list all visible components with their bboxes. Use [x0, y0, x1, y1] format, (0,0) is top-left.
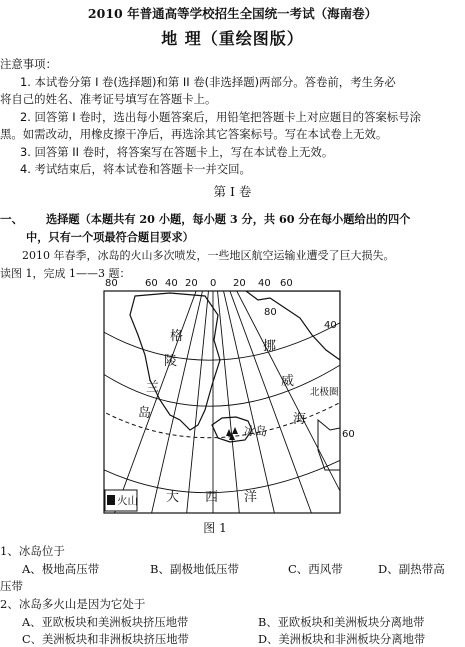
part-instruction-2: 中，只有一个项最符合题目要求）	[26, 230, 194, 244]
tick-60e: 60	[280, 278, 293, 289]
tick-20w: 20	[185, 278, 198, 289]
note-line-6: 4. 考试结束后，将本试卷和答题卡一并交回。	[20, 162, 251, 176]
question-1-stem: 1、冰岛位于	[0, 544, 65, 558]
europe-coast	[318, 420, 340, 470]
q1-option-d[interactable]: D、副热带高	[378, 562, 445, 576]
note-line-4: 黑。如需改动，用橡皮擦干净后，再选涂其它答案标号。写在本试卷上无效。	[0, 127, 388, 141]
label-greenland-3: 兰	[146, 380, 160, 395]
volcano-icon	[232, 427, 238, 434]
section-title: 第 I 卷	[213, 184, 252, 199]
note-line-2: 将自己的姓名、准考证号填写在答题卡上。	[0, 92, 217, 106]
volcano-markers	[226, 427, 238, 440]
tick-80e: 80	[264, 307, 277, 318]
tick-40w: 40	[165, 278, 178, 289]
note-line-3: 2. 回答第 I 卷时，选出每小题答案后，用铅笔把答题卡上对应题目的答案标号涂	[20, 110, 421, 124]
exam-title: 2010 年普通高等学校招生全国统一考试（海南卷）	[87, 6, 378, 21]
q2-option-b[interactable]: B、亚欧板块和美洲板块分离地带	[258, 616, 425, 629]
label-atlantic-3: 洋	[244, 490, 258, 505]
label-atlantic-1: 大	[166, 490, 180, 505]
intro-line-1: 2010 年春季，冰岛的火山多次喷发，一些地区航空运输业遭受了巨大损失。	[22, 249, 395, 262]
label-greenland-2: 陵	[164, 354, 178, 369]
figure-caption: 图 1	[203, 521, 227, 535]
label-greenland-1: 格	[170, 329, 184, 344]
tick-lat-60: 60	[342, 429, 355, 440]
label-greenland-4: 岛	[138, 406, 152, 421]
label-norway-sea-1: 挪	[263, 339, 277, 354]
question-2-stem: 2、冰岛多火山是因为它处于	[0, 597, 146, 611]
tick-lat-40: 40	[324, 320, 337, 331]
tick-80w: 80	[105, 278, 118, 289]
part-instruction-1: 选择题（本题共有 20 小题，每小题 3 分，共 60 分在每小题给出的四个	[46, 212, 411, 226]
tick-40e: 40	[258, 278, 271, 289]
label-norway-sea-3: 海	[293, 412, 307, 427]
q2-option-c[interactable]: C、美洲板块和非洲板块挤压地带	[22, 633, 189, 646]
q1-option-b[interactable]: B、副极地低压带	[150, 562, 239, 576]
tick-20e: 20	[233, 278, 246, 289]
legend-label: 火山	[117, 495, 138, 507]
note-line-5: 3. 回答第 II 卷时，将答案写在答题卡上，写在本试卷上无效。	[20, 145, 334, 159]
q1-option-c[interactable]: C、西风带	[288, 562, 343, 576]
tick-60w: 60	[145, 278, 158, 289]
notes-heading: 注意事项：	[0, 57, 57, 71]
q1-option-d-wrap: 压带	[0, 579, 23, 593]
label-iceland: 冰岛	[244, 424, 267, 438]
exam-subtitle: 地 理（重绘图版）	[161, 29, 304, 48]
label-norway-sea-2: 威	[281, 374, 295, 389]
q2-option-d[interactable]: D、美洲板块和非洲板块分离地带	[258, 633, 426, 646]
tick-0: 0	[210, 278, 217, 289]
q2-option-a[interactable]: A、亚欧板块和美洲板块挤压地带	[22, 616, 189, 629]
q1-option-a[interactable]: A、极地高压带	[22, 562, 100, 576]
legend-volcano-icon	[107, 495, 115, 505]
label-arctic-circle: 北极圈	[310, 387, 339, 398]
label-atlantic-2: 西	[205, 490, 219, 505]
note-line-1: 1. 本试卷分第 I 卷(选择题)和第 II 卷(非选择题)两部分。答卷前，考生务必	[20, 75, 396, 89]
part-label: 一、	[0, 212, 24, 226]
intro-line-2: 读图 1，完成 1——3 题：	[0, 267, 131, 280]
